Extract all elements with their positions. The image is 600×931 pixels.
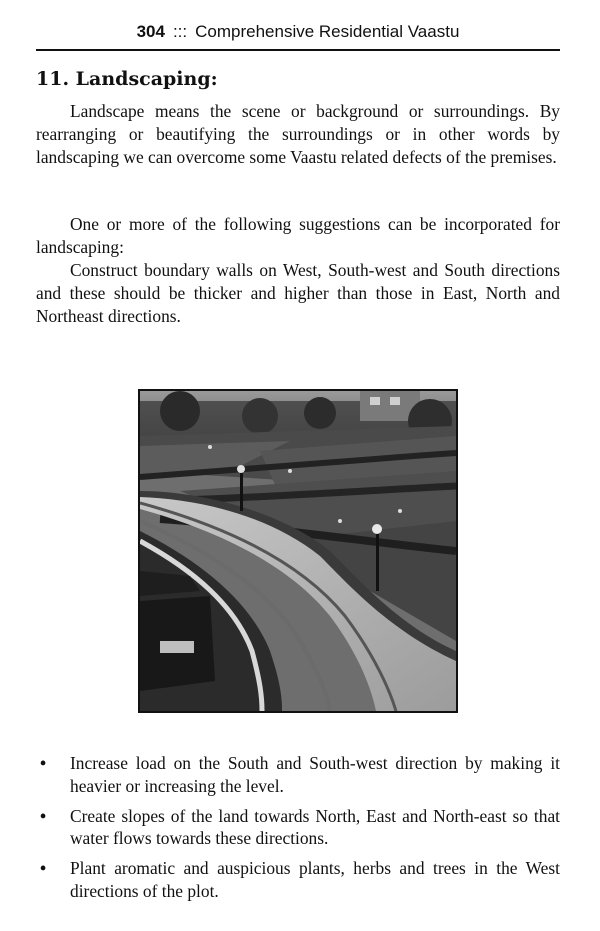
- bullet-icon: •: [39, 753, 47, 773]
- list-item-text: Plant aromatic and auspicious plants, herbs and trees in the West directions of the plot.: [70, 858, 560, 901]
- suggestion-list: [36, 752, 560, 910]
- book-title: Comprehensive Residential Vaastu: [195, 22, 460, 41]
- running-header: [36, 22, 560, 50]
- bullet-icon: •: [39, 858, 47, 879]
- landscape-photo: [138, 389, 458, 713]
- list-item: [36, 857, 560, 903]
- paragraph-suggestions: One or more of the following suggestions can be incorporated for landscaping:: [36, 214, 560, 257]
- list-item: [36, 805, 560, 851]
- list-item: [36, 752, 560, 798]
- section-heading: 11. Landscaping:: [36, 68, 218, 90]
- page-number: 304: [136, 22, 165, 41]
- paragraph-intro: Landscape means the scene or background or surroundings. By rearranging or beautifying the surroundings or in other words by landscaping we can overcome some Vaastu related defects of the premises.: [36, 101, 560, 167]
- list-item-text: Create slopes of the land towards North, East and North-east so that water flows towards these directions.: [70, 805, 560, 849]
- paragraph-boundary-walls: Construct boundary walls on West, South-west and South directions and these should be thicker and higher than those in East, North and Northeast directions.: [36, 260, 560, 326]
- bullet-icon: •: [39, 805, 47, 826]
- header-rule: [36, 49, 560, 51]
- list-item-text: Increase load on the South and South-west direction by making it heavier or increasing the level.: [70, 753, 560, 796]
- header-separator: :::: [172, 22, 188, 41]
